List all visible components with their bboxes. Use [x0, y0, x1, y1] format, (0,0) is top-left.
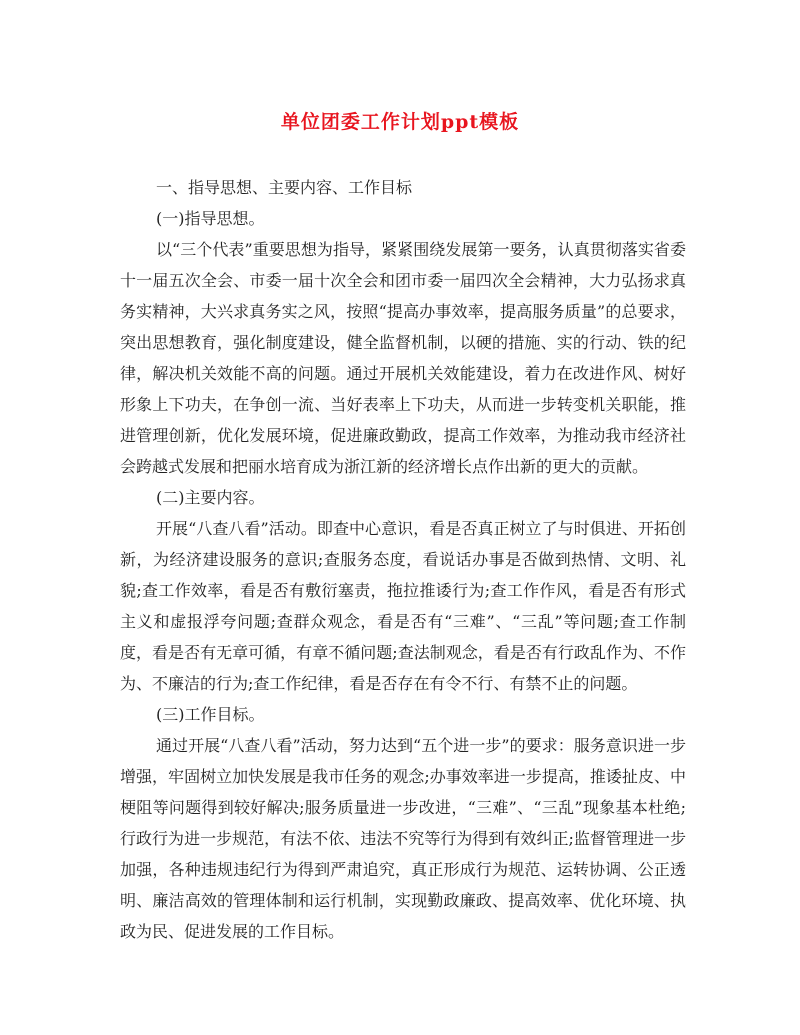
section-3-paragraph: 通过开展“八查八看”活动，努力达到“五个进一步”的要求：服务意识进一步增强，牢固树立加快发展是我市任务的观念;办事效率进一步提高，推诿扯皮、中梗阻等问题得到较好解决;服务质量进一步改进，“三难”、“三乱”现象基本杜绝;行政行为进一步规范，有法不依、违法不究等行为得到有效纠正;监督管理进一步加强，各种违规违纪行为得到严肃追究，真正形成行为规范、运转协调、公正透明、廉洁高效的管理体制和运行机制，实现勤政廉政、提高效率、优化环境、执政为民、促进发展的工作目标。	[120, 736, 686, 941]
section-1-paragraph: 以“三个代表”重要思想为指导，紧紧围绕发展第一要务，认真贯彻落实省委十一届五次全会、市委一届十次全会和团市委一届四次全会精神，大力弘扬求真务实精神，大兴求真务实之风，按照“提高办事效率，提高服务质量”的总要求，突出思想教育，强化制度建设，健全监督机制，以硬的措施、实的行动、铁的纪律，解决机关效能不高的问题。通过开展机关效能建设，着力在改进作风、树好形象上下功夫，在争创一流、当好表率上下功夫，从而进一步转变机关职能，推进管理创新，优化发展环境，促进廉政勤政，提高工作效率，为推动我市经济社会跨越式发展和把丽水培育成为浙江新的经济增长点作出新的更大的贡献。	[120, 240, 686, 476]
section-3-heading: (三)工作目标。	[156, 705, 265, 724]
section-2-paragraph: 开展“八查八看”活动。即查中心意识，看是否真正树立了与时俱进、开拓创新，为经济建设服务的意识;查服务态度，看说话办事是否做到热情、文明、礼貌;查工作效率，看是否有敷衍塞责，拖拉推诿行为;查工作作风，看是否有形式主义和虚报浮夸问题;查群众观念，看是否有“三难”、“三乱”等问题;查工作制度，看是否有无章可循，有章不循问题;查法制观念，看是否有行政乱作为、不作为、不廉洁的行为;查工作纪律，看是否存在有令不行、有禁不止的问题。	[120, 519, 686, 693]
section-2-heading: (二)主要内容。	[156, 488, 265, 507]
main-heading: 一、指导思想、主要内容、工作目标	[156, 178, 413, 197]
document-title: 单位团委工作计划ppt模板	[280, 111, 520, 133]
section-1-heading: (一)指导思想。	[156, 209, 265, 228]
document-body	[120, 172, 686, 947]
